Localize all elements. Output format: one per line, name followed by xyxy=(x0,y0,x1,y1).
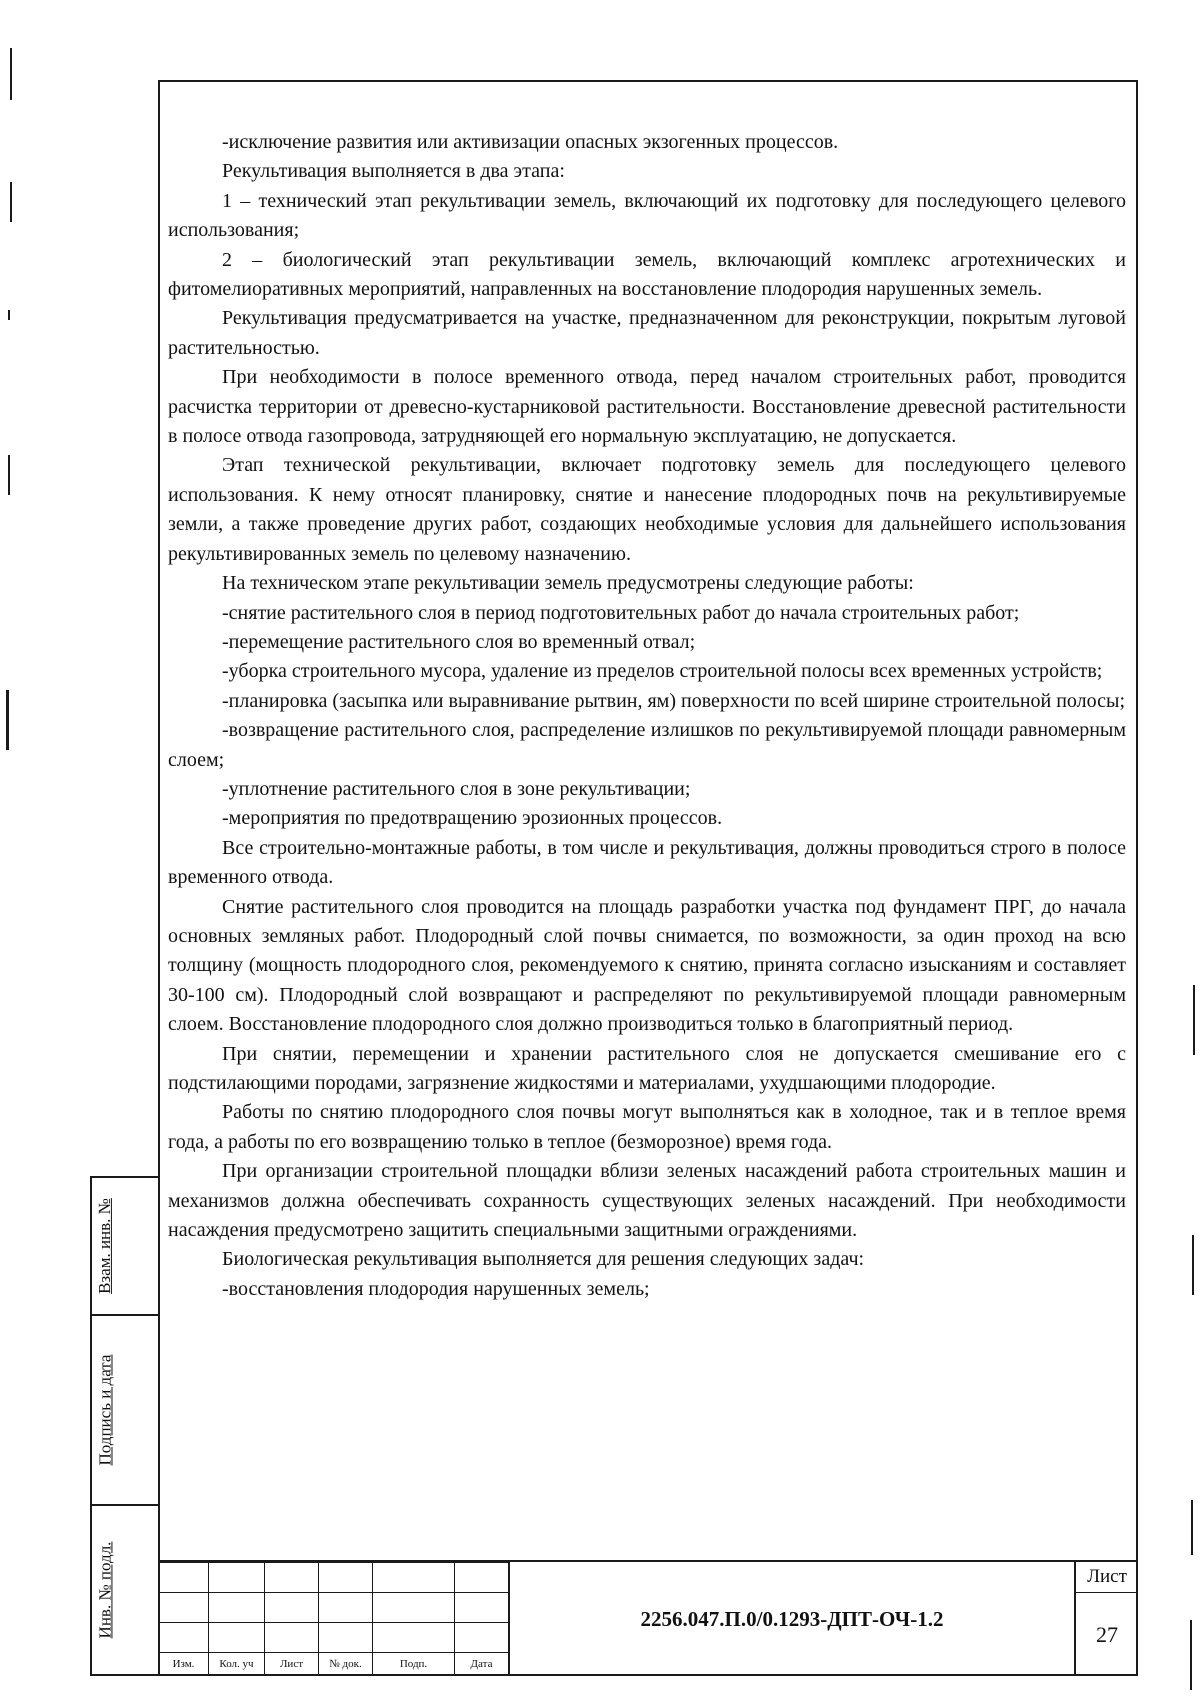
paragraph-2: Рекультивация выполняется в два этапа: xyxy=(222,160,565,183)
sheet-label: Лист xyxy=(1076,1562,1138,1593)
paragraph-22: -восстановления плодородия нарушенных земель; xyxy=(222,1277,650,1300)
col-podp: Подп. xyxy=(373,1653,455,1676)
scan-artifact-left-5 xyxy=(6,690,9,750)
col-izm: Изм. xyxy=(159,1653,209,1676)
paragraph-13: -возвращение растительного слоя, распределение излишков по рекультивируемой площади равномерным слоем; xyxy=(168,719,1126,771)
revision-grid xyxy=(158,1562,509,1676)
paragraph-16: Все строительно-монтажные работы, в том числе и рекультивация, должны проводиться строго в полосе временного отвода. xyxy=(168,836,1126,889)
side-stamp-column xyxy=(120,1176,158,1676)
paragraph-7: Этап технической рекультивации, включает подготовку земель для последующего целевого использования. К нему относят планировку, снятие и нанесение плодородных почв на рекультивируемые земли, а также проведение других работ, создающих необходимые условия для дальнейшего использования рекультивированных земель по целевому назначению. xyxy=(168,454,1126,565)
paragraph-4: 2 – биологический этап рекультивации земель, включающий комплекс агротехнических и фитомелиоративных мероприятий, направленных на восстановление плодородия нарушенных земель. xyxy=(168,248,1126,301)
inv-podl-label: Инв. № подл. xyxy=(95,1541,114,1639)
paragraph-15: -мероприятия по предотвращению эрозионных процессов. xyxy=(222,807,723,830)
scan-artifact-right-2 xyxy=(1192,1235,1194,1295)
col-list: Лист xyxy=(265,1653,319,1676)
document-body xyxy=(168,128,1126,1304)
scan-artifact-left-1 xyxy=(10,48,12,100)
vzam-inv-label: Взам. инв. № xyxy=(95,1198,114,1294)
col-n-dok: № док. xyxy=(319,1653,373,1676)
sheet-number: 27 xyxy=(1096,1622,1118,1647)
paragraph-3: 1 – технический этап рекультивации земель, включающий их подготовку для последующего целевого использования; xyxy=(168,189,1126,242)
scan-artifact-left-2 xyxy=(10,182,12,222)
paragraph-20: При организации строительной площадки вблизи зеленых насаждений работа строительных машин и механизмов должна обеспечивать сохранность существующих зеленых насаждений. При необходимости насаждения предусмотрено защитить специальными защитными ограждениями. xyxy=(168,1160,1126,1242)
scan-artifact-right-1 xyxy=(1193,985,1195,1055)
paragraph-18: При снятии, перемещении и хранении растительного слоя не допускается смешивание его с подстилающими породами, загрязнение жидкостями и материалами, ухудшающими плодородие. xyxy=(168,1042,1126,1094)
scan-artifact-left-4 xyxy=(8,455,10,495)
vzam-inv-label-box xyxy=(90,1178,120,1314)
paragraph-5: Рекультивация предусматривается на участке, предназначенном для реконструкции, покрытым луговой растительностью. xyxy=(168,307,1126,359)
document-code: 2256.047.П.0/0.1293-ДПТ-ОЧ-1.2 xyxy=(508,1562,1074,1676)
col-kol-uch: Кол. уч xyxy=(209,1653,265,1676)
paragraph-10: -перемещение растительного слоя во временный отвал; xyxy=(222,630,696,653)
scan-artifact-right-3 xyxy=(1191,1500,1193,1555)
paragraph-6: При необходимости в полосе временного отвода, перед началом строительных работ, проводится расчистка территории от древесно-кустарниковой растительности. Восстановление древесной растительности в полосе отвода газопровода, затрудняющей его нормальную эксплуатацию, не допускается. xyxy=(168,366,1126,448)
podpis-data-label: Подпись и дата xyxy=(95,1354,114,1466)
paragraph-12: -планировка (засыпка или выравнивание рытвин, ям) поверхности по всей ширине строительной полосы; xyxy=(222,689,1126,712)
podpis-data-label-box xyxy=(90,1316,120,1504)
paragraph-17: Снятие растительного слоя проводится на площадь разработки участка под фундамент ПРГ, до начала основных земляных работ. Плодородный слой почвы снимается, по возможности, за один проход на всю толщину (мощность плодородного слоя, рекомендуемого к снятию, принята согласно изысканиям и составляет 30-100 см). Плодородный слой возвращают и распределяют по рекультивируемой площади равномерным слоем. Восстановление плодородного слоя должно производиться только в благоприятный период. xyxy=(168,895,1126,1036)
scan-artifact-right-4 xyxy=(1190,1620,1192,1690)
paragraph-21: Биологическая рекультивация выполняется для решения следующих задач: xyxy=(222,1248,865,1271)
col-data: Дата xyxy=(455,1653,509,1676)
inv-podl-label-box xyxy=(90,1506,120,1674)
paragraph-11: -уборка строительного мусора, удаление из пределов строительной полосы всех временных устройств; xyxy=(222,660,1103,683)
paragraph-19: Работы по снятию плодородного слоя почвы могут выполняться как в холодное, так и в теплое время года, а работы по его возвращению только в теплое (безморозное) время года. xyxy=(168,1101,1126,1153)
paragraph-8: На техническом этапе рекультивации земель предусмотрены следующие работы: xyxy=(222,572,914,595)
paragraph-1: -исключение развития или активизации опасных экзогенных процессов. xyxy=(222,131,839,153)
scan-artifact-left-3 xyxy=(8,310,10,320)
paragraph-14: -уплотнение растительного слоя в зоне рекультивации; xyxy=(222,777,691,800)
sheet-cell xyxy=(1074,1562,1138,1676)
title-block xyxy=(158,1560,1138,1676)
paragraph-9: -снятие растительного слоя в период подготовительных работ до начала строительных работ; xyxy=(222,601,1020,624)
